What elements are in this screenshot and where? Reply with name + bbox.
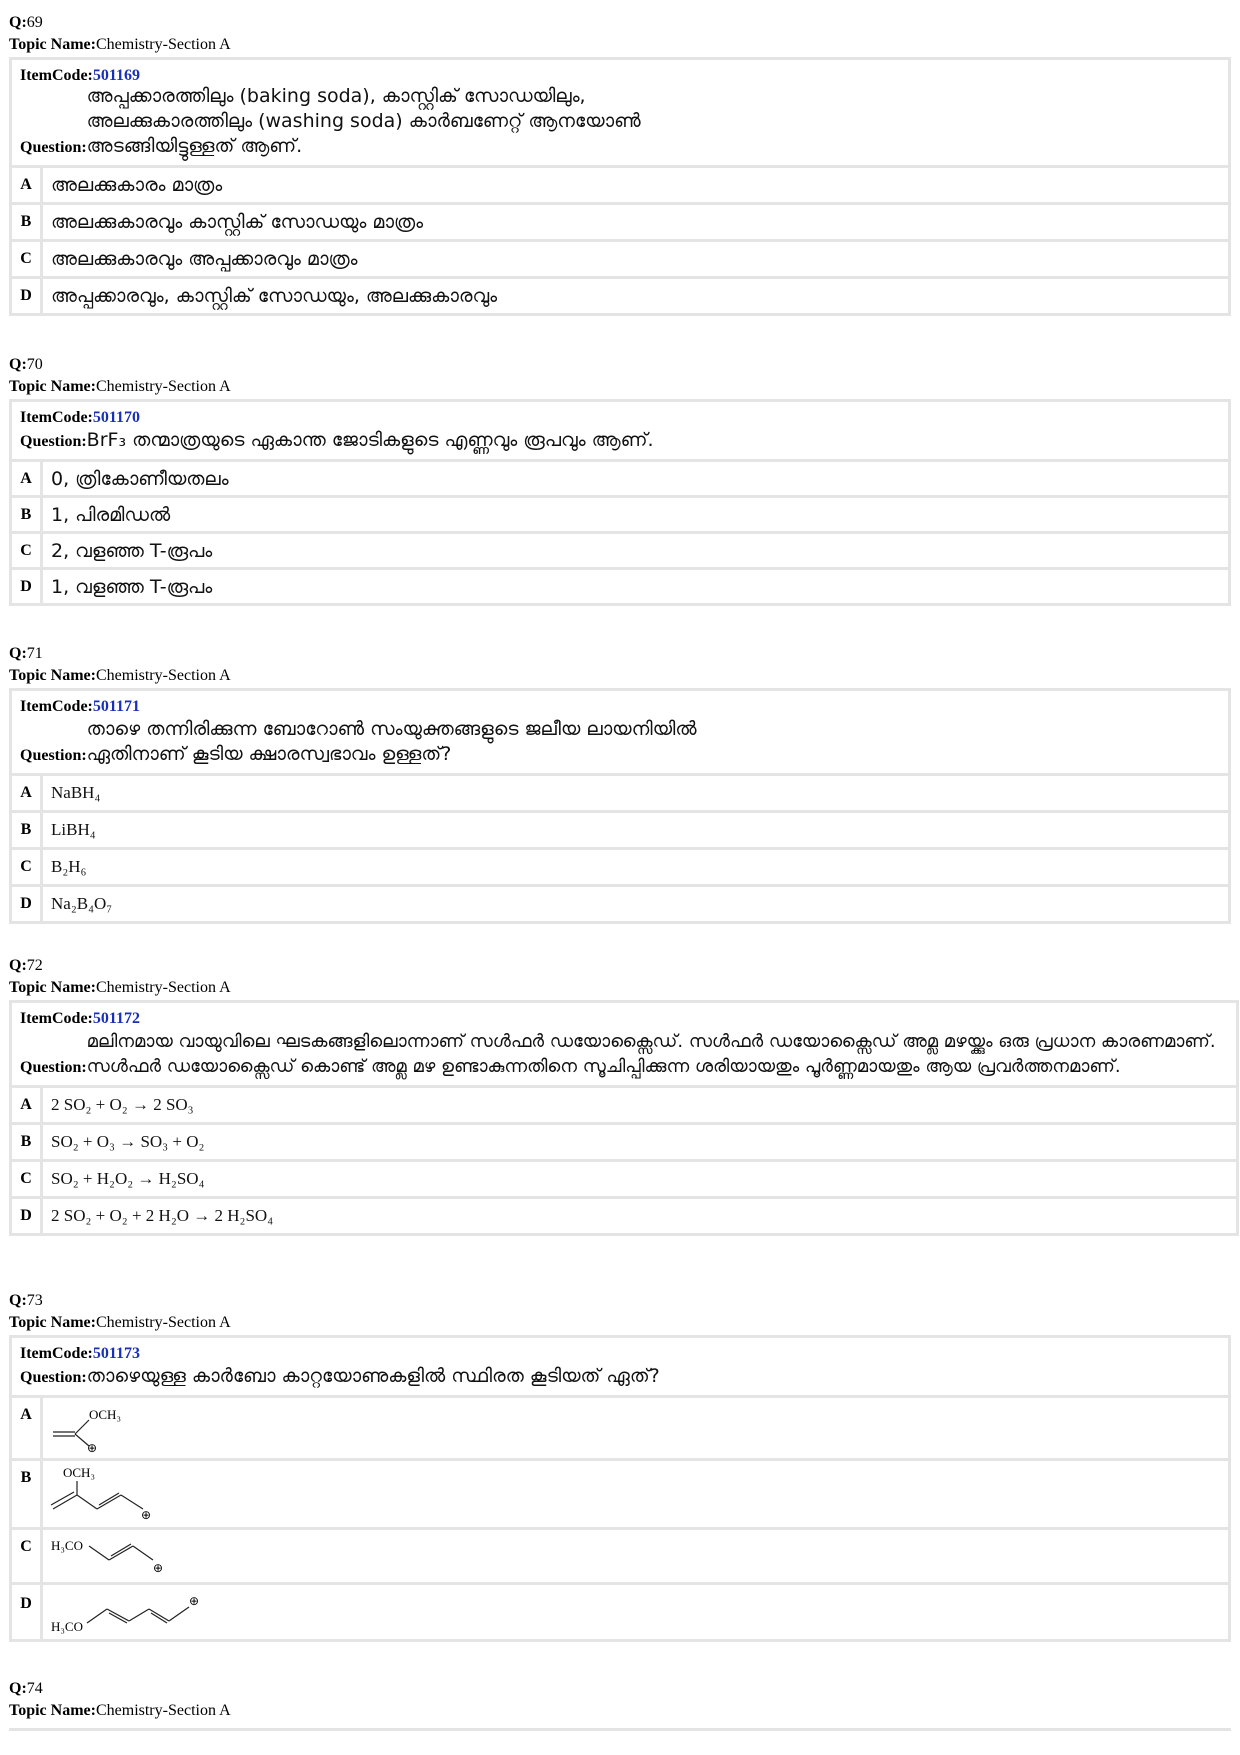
topic-label: Topic Name:	[9, 667, 96, 684]
question-73	[9, 1290, 1231, 1642]
option-text: അലക്കുകാരവും അപ്പക്കാരവും മാത്രം	[51, 248, 358, 270]
itemcode-label: ItemCode:	[20, 1010, 93, 1027]
topic-label: Topic Name:	[9, 979, 96, 996]
question-number: 73	[26, 1292, 43, 1309]
topic-label: Topic Name:	[9, 1702, 96, 1719]
question-number: 69	[26, 14, 43, 31]
option-c[interactable]	[12, 242, 1228, 279]
option-letter: A	[12, 1398, 43, 1458]
question-row	[12, 60, 1228, 168]
option-letter: D	[12, 1585, 43, 1639]
topic-name: Chemistry-Section A	[95, 378, 231, 395]
question-71	[9, 643, 1231, 924]
topic-name: Chemistry-Section A	[95, 979, 231, 996]
option-letter: C	[12, 850, 43, 884]
question-label: Question:	[20, 139, 87, 156]
question-number: 72	[26, 957, 43, 974]
option-d[interactable]	[12, 279, 1228, 313]
option-b[interactable]	[12, 205, 1228, 242]
question-row	[12, 402, 1228, 462]
question-label: Question:	[20, 1059, 87, 1076]
option-b[interactable]	[12, 813, 1228, 850]
option-text: അലക്കുകാരം മാത്രം	[51, 174, 223, 196]
option-b[interactable]	[12, 1461, 1228, 1530]
option-c[interactable]	[12, 1162, 1236, 1199]
question-card	[9, 1000, 1239, 1236]
question-text: മലിനമായ വായുവിലെ ഘടകങ്ങളിലൊന്നാണ് സൾഫർ ഡയോക്സൈഡ്. സൾഫർ ഡയോക്സൈഡ് അമ്ല മഴയ്ക്കും ഒരു പ്രധാന കാരണമാണ്. സൾഫർ ഡയോക്സൈഡ് കൊണ്ട് അമ്ല മഴ ഉണ്ടാകുന്നതിനെ സൂചിപ്പിക്കുന്ന ശരിയായതും പൂർണ്ണമായതും ആയ പ്രവർത്തനമാണ്.	[86, 1031, 1216, 1077]
question-label: Question:	[20, 433, 87, 450]
q-label: Q:	[9, 645, 27, 662]
option-text: NaBH₄	[51, 783, 101, 802]
charge-label: ⊕	[189, 1594, 200, 1608]
option-letter: D	[12, 279, 43, 313]
option-d[interactable]	[12, 1199, 1236, 1233]
option-c[interactable]	[12, 1530, 1228, 1585]
q-label: Q:	[9, 957, 27, 974]
itemcode-label: ItemCode:	[20, 1345, 93, 1362]
option-letter: A	[12, 168, 43, 202]
topic-name: Chemistry-Section A	[95, 36, 231, 53]
option-text: അപ്പക്കാരവും, കാസ്റ്റിക് സോഡയും, അലക്കുകാരവും	[51, 285, 498, 307]
question-label: Question:	[20, 747, 87, 764]
option-text: SO₂ + O₃ → SO₃ + O₂	[51, 1132, 205, 1151]
item-code: 501172	[92, 1010, 140, 1027]
charge-label: ⊕	[87, 1441, 98, 1455]
question-row	[12, 691, 1228, 776]
option-d[interactable]	[12, 887, 1228, 921]
question-card	[9, 1335, 1231, 1642]
question-card-edge	[9, 1728, 1231, 1731]
question-row	[12, 1338, 1228, 1398]
group-label: H₃CO	[51, 1619, 83, 1634]
topic-label: Topic Name:	[9, 36, 96, 53]
question-number: 70	[26, 356, 43, 373]
option-text: Na₂B₄O₇	[51, 894, 113, 913]
option-letter: B	[12, 205, 43, 239]
question-text: താഴെയുള്ള കാർബോ കാറ്റയോണുകളിൽ സ്ഥിരത കൂടിയത് ഏത്?	[86, 1365, 660, 1387]
topic-name: Chemistry-Section A	[95, 1314, 231, 1331]
group-label: H₃CO	[51, 1538, 83, 1553]
option-letter: C	[12, 1162, 43, 1196]
question-card	[9, 688, 1231, 924]
question-72	[9, 955, 1239, 1236]
topic-name: Chemistry-Section A	[95, 1702, 231, 1719]
question-card	[9, 57, 1231, 316]
itemcode-label: ItemCode:	[20, 409, 93, 426]
q-label: Q:	[9, 1680, 27, 1697]
question-number: 74	[26, 1680, 43, 1697]
question-69	[9, 12, 1231, 316]
option-c[interactable]	[12, 850, 1228, 887]
charge-label: ⊕	[141, 1508, 152, 1522]
item-code: 501170	[92, 409, 140, 426]
item-code: 501173	[92, 1345, 140, 1362]
option-text: LiBH₄	[51, 820, 96, 839]
option-a[interactable]	[12, 1398, 1228, 1461]
option-d[interactable]	[12, 1585, 1228, 1639]
option-text: 2, വളഞ്ഞ T-രൂപം	[51, 539, 213, 562]
question-text: BrF₃ തന്മാത്രയുടെ ഏകാന്ത ജോടികളുടെ എണ്ണവും രൂപവും ആണ്.	[86, 429, 654, 451]
option-a[interactable]	[12, 462, 1228, 498]
option-letter: B	[12, 813, 43, 847]
question-row	[12, 1003, 1236, 1088]
option-letter: D	[12, 570, 43, 603]
question-card	[9, 399, 1231, 606]
option-letter: C	[12, 534, 43, 567]
option-text: 0, ത്രികോണീയതലം	[51, 467, 229, 490]
option-b[interactable]	[12, 498, 1228, 534]
option-letter: A	[12, 462, 43, 495]
structure-a	[49, 1400, 169, 1456]
item-code: 501169	[92, 67, 140, 84]
option-text: SO₂ + H₂O₂ → H₂SO₄	[51, 1169, 205, 1188]
option-text: 1, വളഞ്ഞ T-രൂപം	[51, 575, 213, 598]
option-letter: C	[12, 242, 43, 276]
option-text: 1, പിരമിഡൽ	[51, 503, 171, 526]
topic-label: Topic Name:	[9, 378, 96, 395]
option-text: അലക്കുകാരവും കാസ്റ്റിക് സോഡയും മാത്രം	[51, 211, 424, 233]
itemcode-label: ItemCode:	[20, 67, 93, 84]
structure-d	[49, 1587, 229, 1637]
item-code: 501171	[92, 698, 140, 715]
option-letter: B	[12, 1125, 43, 1159]
option-c[interactable]	[12, 534, 1228, 570]
group-label: OCH₃	[63, 1465, 95, 1480]
group-label: OCH₃	[89, 1407, 121, 1422]
option-a[interactable]	[12, 776, 1228, 813]
option-a[interactable]	[12, 168, 1228, 205]
question-number: 71	[26, 645, 43, 662]
option-letter: A	[12, 1088, 43, 1122]
option-letter: A	[12, 776, 43, 810]
structure-c	[49, 1532, 199, 1580]
option-b[interactable]	[12, 1125, 1236, 1162]
option-text: B₂H₆	[51, 857, 87, 876]
topic-name: Chemistry-Section A	[95, 667, 231, 684]
option-letter: C	[12, 1530, 43, 1582]
q-label: Q:	[9, 1292, 27, 1309]
question-label: Question:	[20, 1369, 87, 1386]
option-a[interactable]	[12, 1088, 1236, 1125]
option-letter: D	[12, 887, 43, 921]
structure-b	[49, 1463, 199, 1525]
option-letter: B	[12, 1461, 43, 1527]
topic-label: Topic Name:	[9, 1314, 96, 1331]
option-d[interactable]	[12, 570, 1228, 603]
question-74	[9, 1678, 1231, 1731]
question-text: അപ്പക്കാരത്തിലും (baking soda), കാസ്റ്റിക് സോഡയിലും, അലക്കുകാരത്തിലും (washing soda) കാർബണേറ്റ് ആനയോൺ അടങ്ങിയിട്ടുള്ളത് ആണ്.	[86, 85, 641, 157]
q-label: Q:	[9, 356, 27, 373]
option-letter: B	[12, 498, 43, 531]
option-text: 2 SO₂ + O₂ + 2 H₂O → 2 H₂SO₄	[51, 1206, 274, 1225]
charge-label: ⊕	[153, 1561, 164, 1575]
option-letter: D	[12, 1199, 43, 1233]
option-text: 2 SO₂ + O₂ → 2 SO₃	[51, 1095, 194, 1114]
q-label: Q:	[9, 14, 27, 31]
question-text: താഴെ തന്നിരിക്കുന്ന ബോറോൺ സംയുക്തങ്ങളുടെ ജലീയ ലായനിയിൽ ഏതിനാണ് കൂടിയ ക്ഷാരസ്വഭാവം ഉള്ളത്?	[86, 718, 697, 765]
question-70	[9, 354, 1231, 606]
itemcode-label: ItemCode:	[20, 698, 93, 715]
